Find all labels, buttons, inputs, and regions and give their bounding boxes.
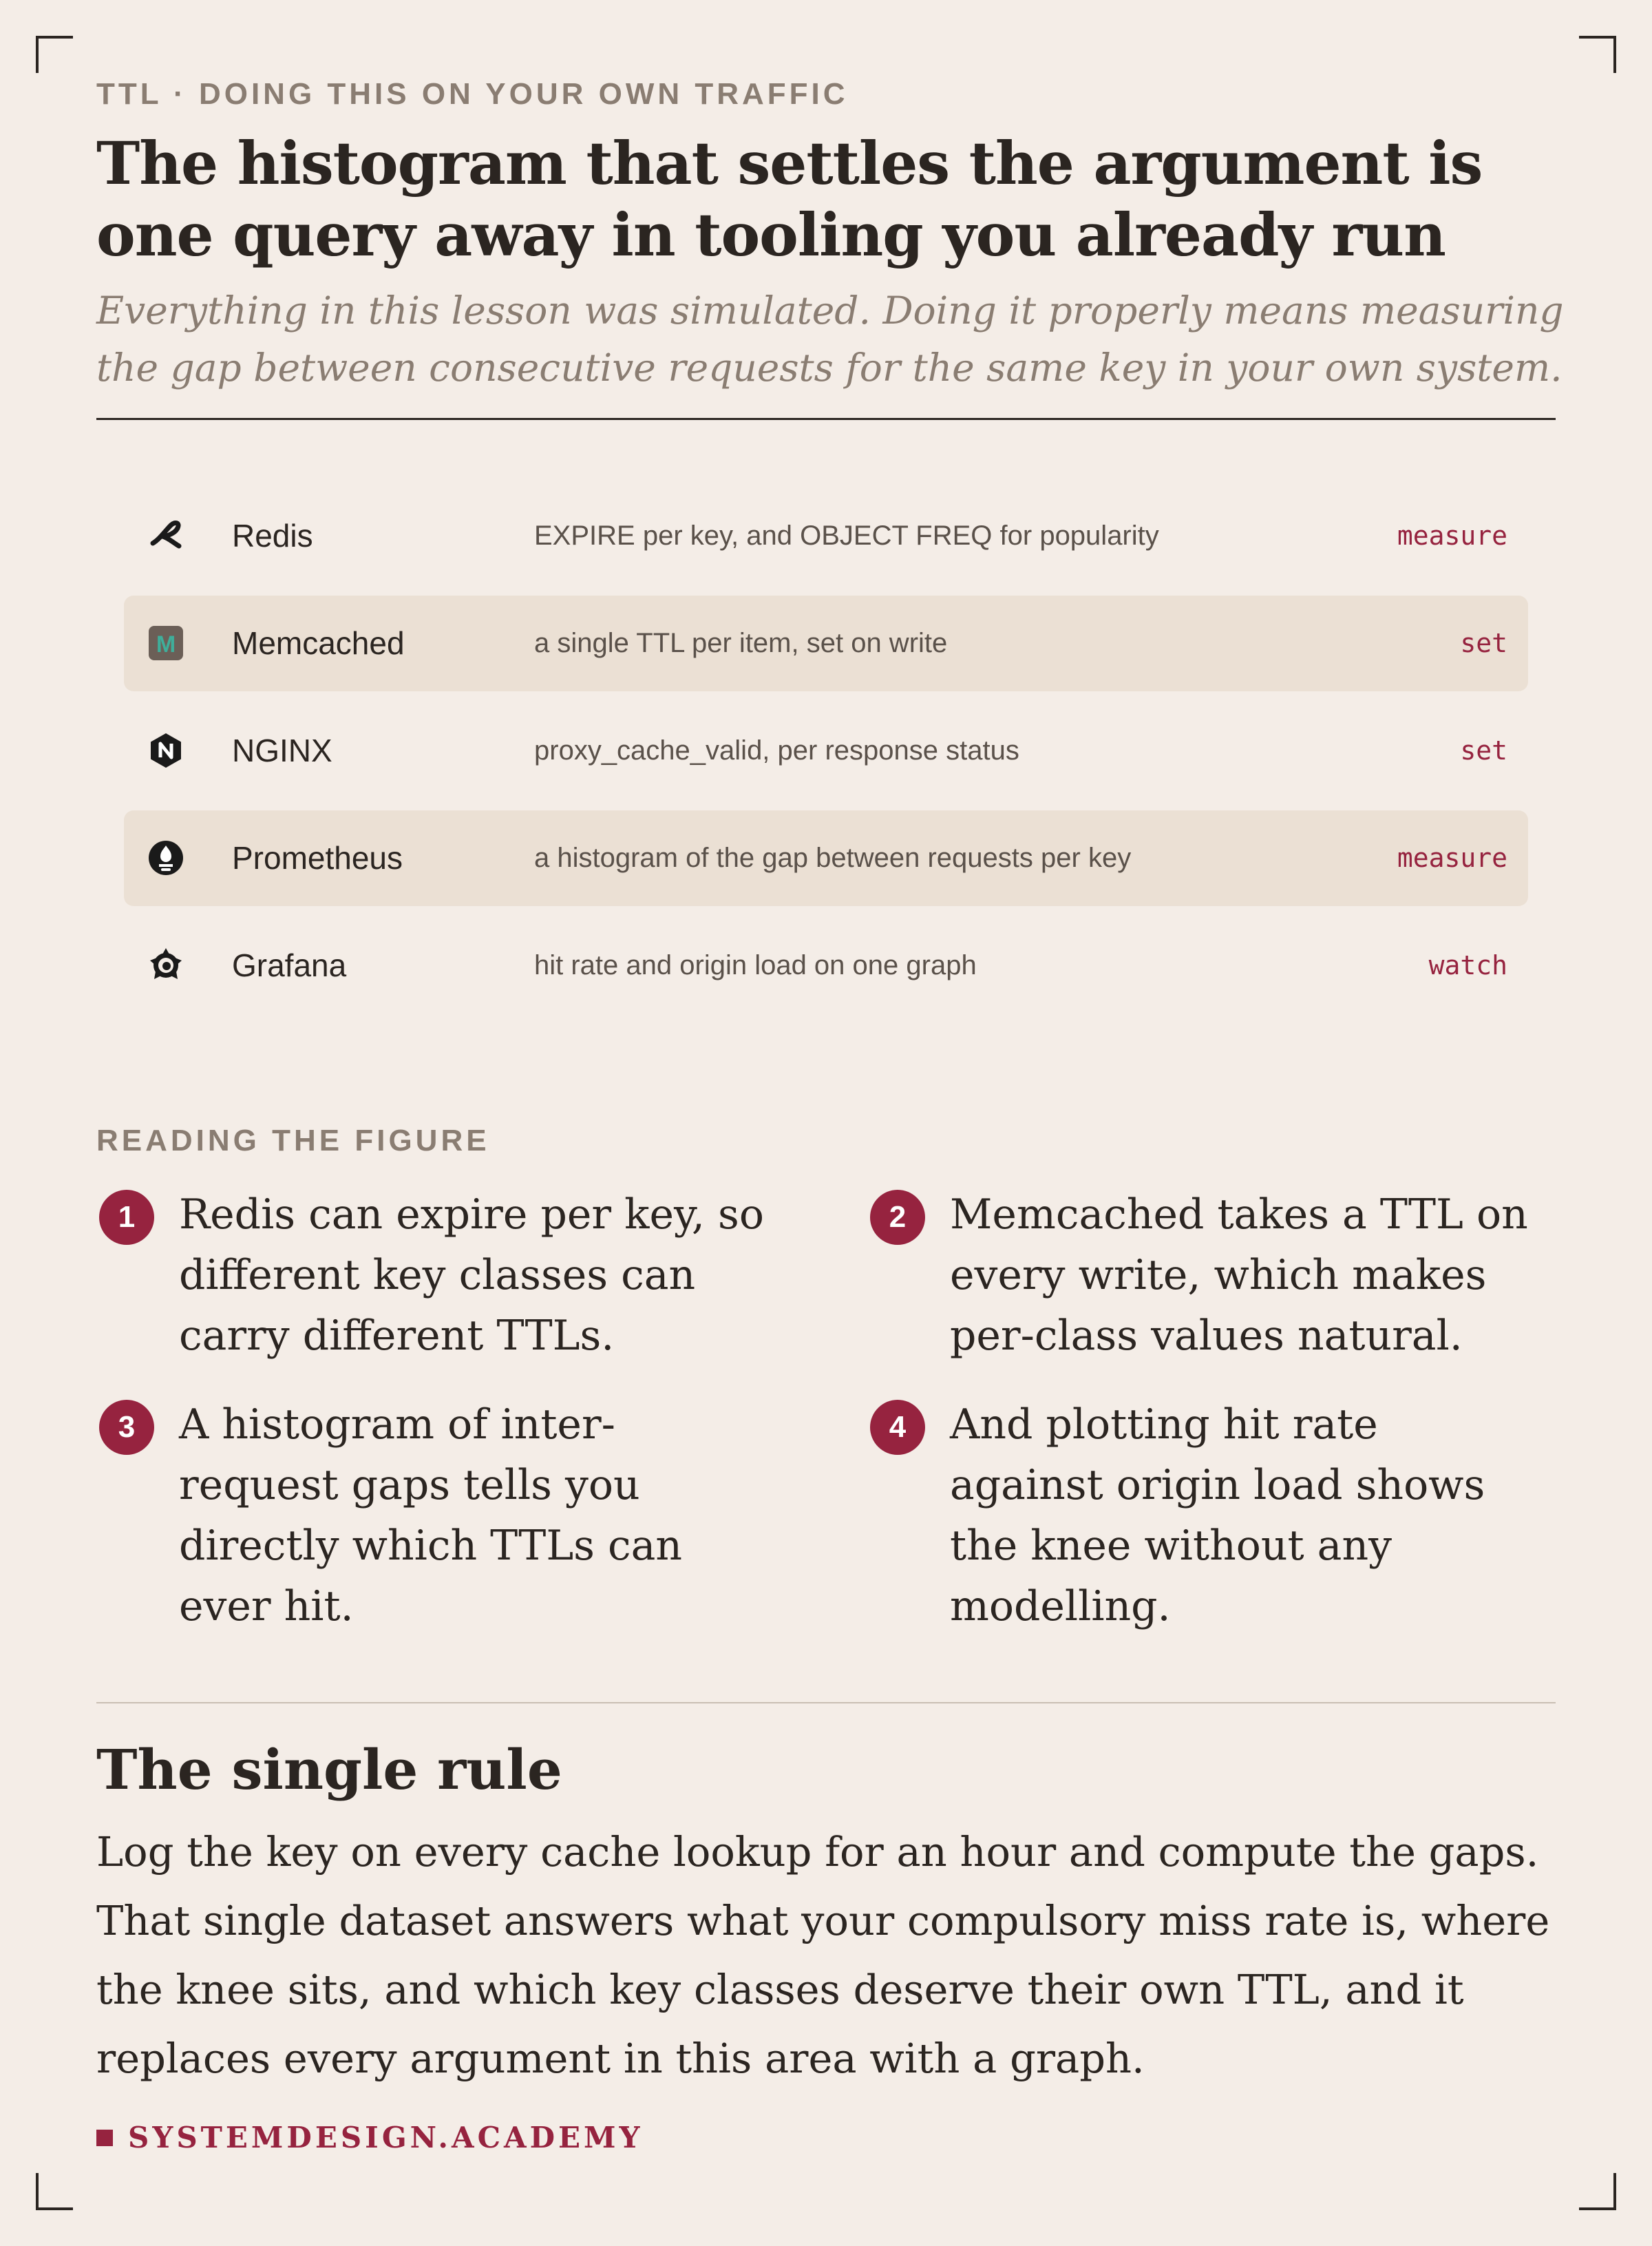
- tool-tag: set: [1460, 735, 1507, 766]
- kicker: TTL · DOING THIS ON YOUR OWN TRAFFIC: [96, 77, 849, 111]
- tool-name: Redis: [232, 518, 313, 554]
- note-text: A histogram of inter-request gaps tells you directly which TTLs can ever hit.: [179, 1400, 683, 1630]
- section-divider: [96, 1702, 1556, 1703]
- tool-description: a histogram of the gap between requests per key: [534, 843, 1132, 873]
- note-number-badge: 1: [99, 1190, 154, 1245]
- tool-name: NGINX: [232, 733, 332, 768]
- tool-row-prometheus: [124, 810, 1528, 906]
- rule-heading: The single rule: [96, 1737, 562, 1802]
- corner-mark-bottom-left: [36, 2173, 73, 2210]
- redis-icon: [147, 517, 184, 554]
- svg-text:M: M: [156, 631, 176, 658]
- prometheus-icon: [147, 839, 184, 877]
- tool-description: EXPIRE per key, and OBJECT FREQ for popularity: [534, 521, 1159, 551]
- page-title: The histogram that settles the argument is one query away in tooling you already run: [96, 129, 1483, 270]
- tool-row-memcached: [124, 596, 1528, 691]
- corner-mark-top-left: [36, 36, 73, 73]
- tool-tag: measure: [1397, 843, 1507, 873]
- corner-mark-bottom-right: [1579, 2173, 1616, 2210]
- title-divider: [96, 418, 1556, 420]
- brand-square-icon: [96, 2130, 113, 2146]
- page-subtitle: Everything in this lesson was simulated. Doing it properly means measuring the gap between consecutive requests for the same key in your own system.: [96, 288, 1564, 390]
- memcached-icon: [147, 625, 184, 662]
- tool-list: [124, 488, 1528, 1025]
- tool-name: Grafana: [232, 947, 347, 983]
- tool-name: Prometheus: [232, 840, 403, 876]
- rule-body: Log the key on every cache lookup for an hour and compute the gaps. That single dataset answers what your compulsory miss rate is, where the knee sits, and which key classes deserve their own TTL, and it replaces every argument in this area with a graph.: [96, 1828, 1550, 2082]
- note-text: Redis can expire per key, so different key classes can carry different TTLs.: [179, 1190, 764, 1360]
- tool-description: a single TTL per item, set on write: [534, 628, 948, 658]
- note-number-badge: 3: [99, 1400, 154, 1455]
- note-number-badge: 2: [870, 1190, 925, 1245]
- brand-name: SYSTEMDESIGN.ACADEMY: [128, 2121, 644, 2154]
- tool-tag: watch: [1428, 950, 1507, 980]
- tool-description: hit rate and origin load on one graph: [534, 950, 977, 980]
- grafana-icon: [147, 947, 184, 984]
- tool-tag: set: [1460, 628, 1507, 658]
- tool-row-redis: [124, 488, 1528, 584]
- tool-name: Memcached: [232, 625, 405, 661]
- tool-row-nginx: [124, 703, 1528, 799]
- nginx-icon: [147, 732, 184, 769]
- note-text: Memcached takes a TTL on every write, which makes per-class values natural.: [950, 1190, 1528, 1360]
- tool-description: proxy_cache_valid, per response status: [534, 735, 1019, 766]
- tool-row-grafana: [124, 918, 1528, 1014]
- note-text: And plotting hit rate against origin load shows the knee without any modelling.: [950, 1400, 1485, 1630]
- section-label-reading: READING THE FIGURE: [96, 1124, 490, 1157]
- corner-mark-top-right: [1579, 36, 1616, 73]
- brand-footer: [96, 2121, 644, 2154]
- tool-tag: measure: [1397, 521, 1507, 551]
- note-number-badge: 4: [870, 1400, 925, 1455]
